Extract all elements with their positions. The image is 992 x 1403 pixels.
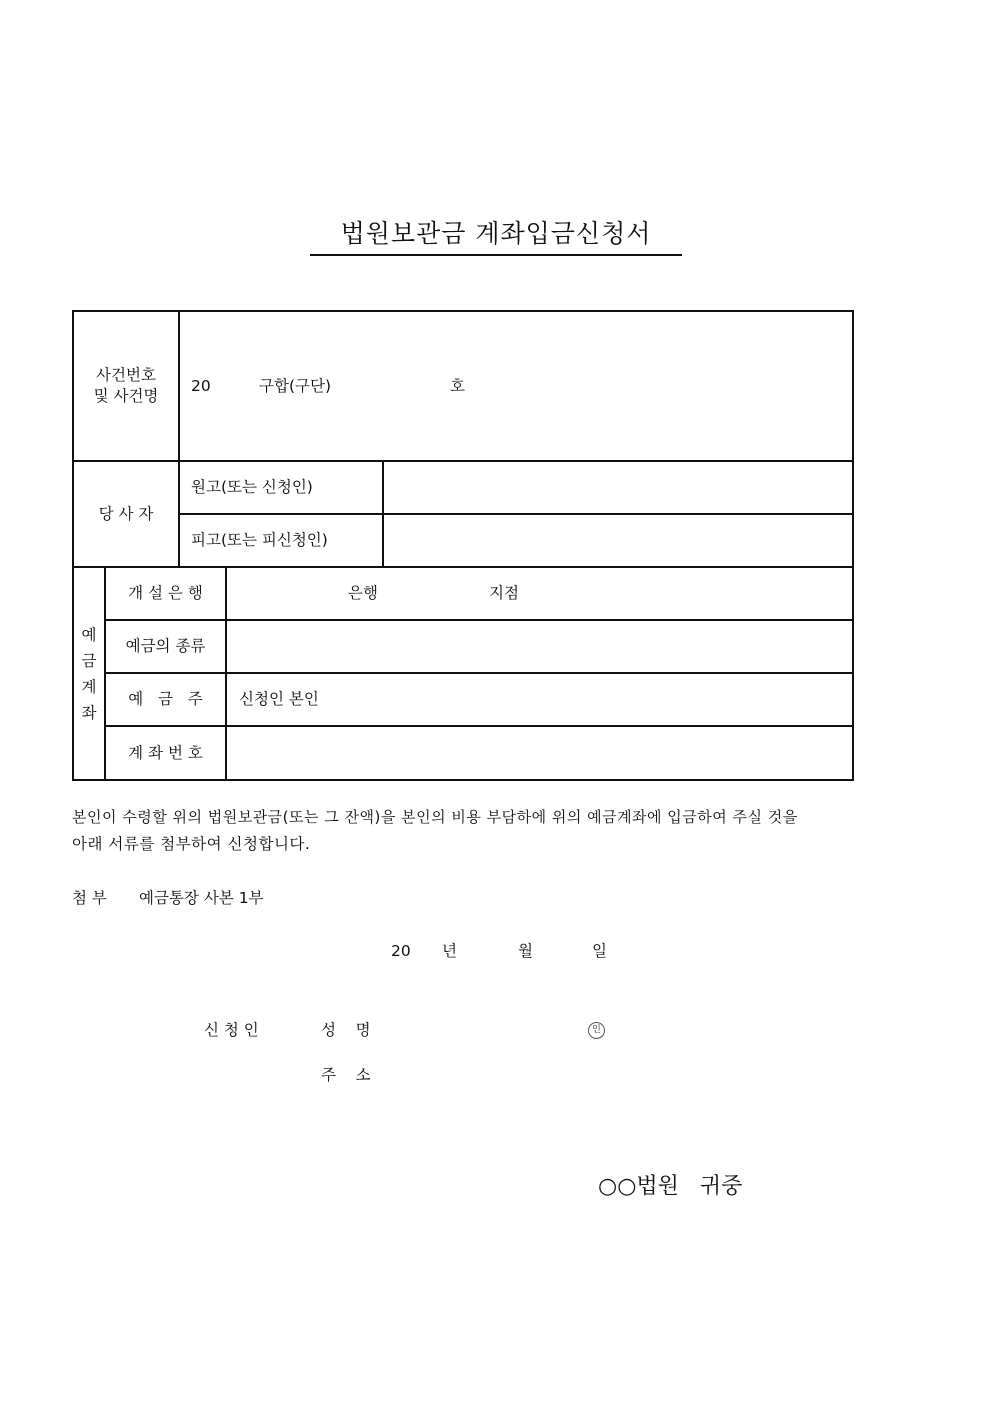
case-label-line1: 사건번호 [96, 366, 156, 384]
case-number-suffix: 호 [450, 377, 465, 395]
bank-label: 개 설 은 행 [128, 584, 203, 602]
holder-value: 신청인 본인 [239, 690, 319, 708]
branch-unit: 지점 [489, 584, 519, 602]
table-border-bottom [72, 779, 854, 781]
row-divider [104, 672, 854, 674]
account-group-char: 계 [81, 678, 97, 696]
party-label: 당 사 자 [98, 505, 154, 523]
date-year: 20 [391, 942, 411, 960]
row-divider [72, 566, 854, 568]
date-year-unit: 년 [442, 942, 457, 960]
document-title: 법원보관금 계좌입금신청서 [310, 214, 682, 256]
plaintiff-label: 원고(또는 신청인) [191, 478, 313, 496]
row-divider [72, 460, 854, 462]
court-addressee: ○○법원 귀중 [598, 1174, 743, 1199]
statement-line1: 본인이 수령할 위의 법원보관금(또는 그 잔액)을 본인의 비용 부담하에 위의 예금계좌에 입금하여 주실 것을 [72, 808, 798, 826]
date-month-unit: 월 [518, 942, 533, 960]
applicant-label: 신 청 인 [204, 1021, 259, 1039]
account-number-label: 계 좌 번 호 [128, 744, 203, 762]
row-divider [104, 725, 854, 727]
attachment-value: 예금통장 사본 1부 [139, 889, 264, 907]
date-day-unit: 일 [592, 942, 607, 960]
holder-label: 예 금 주 [128, 690, 203, 708]
account-group-char: 좌 [81, 704, 97, 722]
bank-unit: 은행 [348, 584, 378, 602]
case-label-line2: 및 사건명 [93, 387, 159, 405]
seal-mark: 인 [588, 1022, 605, 1039]
defendant-label: 피고(또는 피신청인) [191, 531, 328, 549]
case-type: 구합(구단) [259, 377, 331, 395]
row-divider [104, 619, 854, 621]
table-border-top [72, 310, 854, 312]
row-divider [178, 513, 854, 515]
column-divider [382, 460, 384, 567]
table-border-right [852, 310, 854, 781]
account-group-char: 예 [81, 626, 97, 644]
column-divider [225, 566, 227, 781]
case-year: 20 [191, 377, 211, 395]
deposit-type-label: 예금의 종류 [125, 637, 206, 655]
statement-line2: 아래 서류를 첨부하여 신청합니다. [72, 835, 311, 853]
applicant-address-label: 주 소 [321, 1066, 371, 1084]
attachment-label: 첨 부 [72, 889, 107, 907]
applicant-name-label: 성 명 [321, 1021, 371, 1039]
account-group-char: 금 [81, 652, 97, 670]
column-divider [178, 310, 180, 567]
